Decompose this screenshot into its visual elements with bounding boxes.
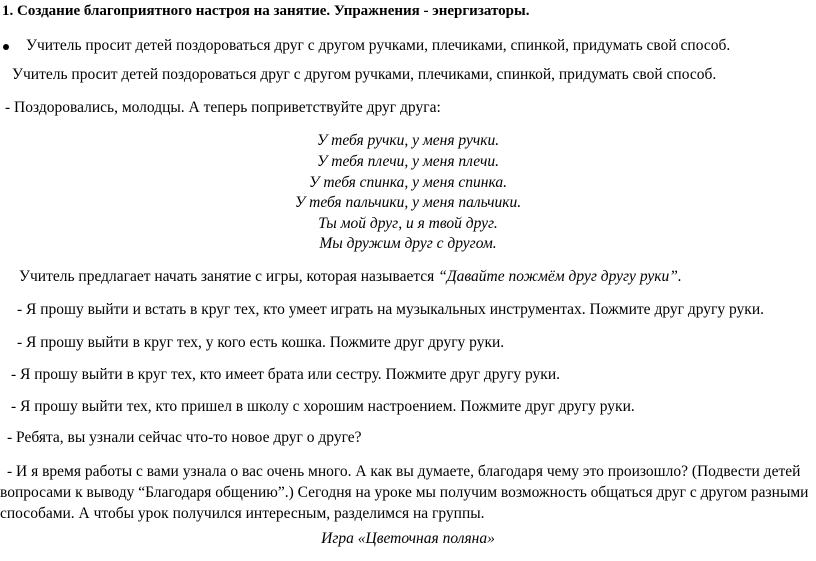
instruction-line: - Я прошу выйти в круг тех, кто имеет брата или сестру. Пожмите друг другу руки.: [11, 366, 560, 383]
poem-line: У тебя пальчики, у меня пальчики.: [294, 194, 522, 211]
section-heading: 1. Создание благоприятного настроя на занятие. Упражнения - энергизаторы.: [2, 3, 530, 19]
instruction-line: - Я прошу выйти тех, кто пришел в школу с хорошим настроением. Пожмите друг другу руки.: [11, 398, 635, 415]
next-game-title: Игра «Цветочная поляна»: [321, 530, 495, 547]
bullet-text: Учитель просит детей поздороваться друг с другом ручками, плечиками, спинкой, придумать свой способ.: [26, 37, 731, 54]
instruction-line: - Я прошу выйти и встать в круг тех, кто умеет играть на музыкальных инструментах. Пожмите друг другу руки.: [17, 301, 765, 318]
repeat-paragraph: Учитель просит детей поздороваться друг с другом ручками, плечиками, спинкой, придумать свой способ.: [12, 66, 717, 83]
poem-line: У тебя плечи, у меня плечи.: [316, 153, 499, 170]
poem-line: У тебя ручки, у меня ручки.: [316, 132, 500, 149]
game-intro: [19, 268, 682, 286]
closing-line: - И я время работы с вами узнала о вас очень много. А как вы думаете, благодаря чему это произошло? (Подвести детей: [7, 463, 801, 480]
closing-line: способами. А чтобы урок получился интересным, разделимся на группы.: [0, 505, 485, 522]
closing-line: вопросами к выводу “Благодаря общению”.) Сегодня на уроке мы получим возможность общаться друг с другом разными: [0, 484, 809, 501]
instruction-line: - Я прошу выйти в круг тех, у кого есть кошка. Пожмите друг другу руки.: [17, 334, 505, 351]
bullet-item: [0, 37, 730, 55]
poem-line: Ты мой друг, и я твой друг.: [318, 215, 498, 232]
bullet-icon: [3, 44, 9, 50]
game-intro-text: Учитель предлагает начать занятие с игры, которая называется: [19, 268, 439, 285]
game-name: “Давайте пожмём друг другу руки”.: [438, 268, 682, 285]
poem-line: У тебя спинка, у меня спинка.: [309, 174, 507, 191]
greeting-intro: - Поздоровались, молодцы. А теперь поприветствуйте друг друга:: [5, 99, 441, 116]
question-line: - Ребята, вы узнали сейчас что-то новое друг о друге?: [7, 429, 362, 446]
poem-line: Мы дружим друг с другом.: [319, 235, 497, 252]
closing-paragraph: [0, 461, 816, 524]
